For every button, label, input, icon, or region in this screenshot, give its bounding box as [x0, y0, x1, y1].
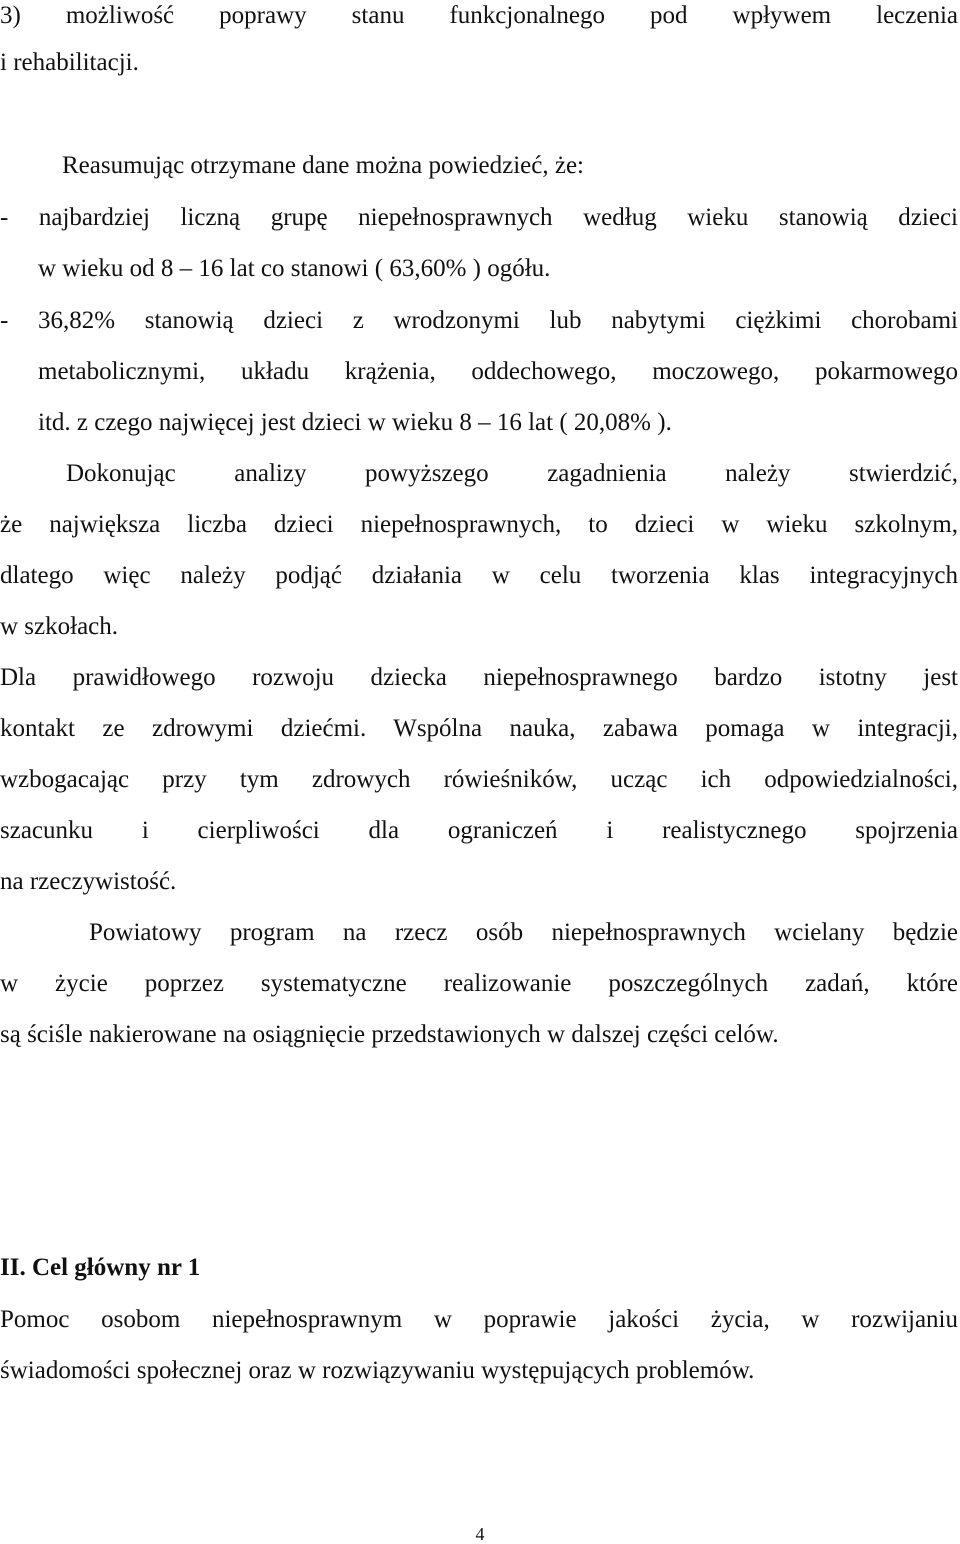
intro-item-line-1: 3) możliwość poprawy stanu funkcjonalnego pod wpływem leczenia	[0, 2, 958, 29]
summary-bullet-1-line-1: - najbardziej liczną grupę niepełnosprawnych według wieku stanowią dzieci	[0, 204, 958, 231]
page-number: 4	[475, 1524, 485, 1544]
summary-bullet-2-line-3: itd. z czego najwięcej jest dzieci w wieku 8 – 16 lat ( 20,08% ).	[38, 409, 672, 436]
goal-text-line-2: świadomości społecznej oraz w rozwiązywaniu występujących problemów.	[0, 1357, 755, 1384]
program-paragraph-line-1: Powiatowy program na rzecz osób niepełnosprawnych wcielany będzie	[89, 919, 958, 946]
goal-text-line-1: Pomoc osobom niepełnosprawnym w poprawie jakości życia, w rozwijaniu	[0, 1306, 958, 1333]
integration-paragraph-line-4: szacunku i cierpliwości dla ograniczeń i realistycznego spojrzenia	[0, 817, 958, 844]
summary-bullet-2-line-1: - 36,82% stanowią dzieci z wrodzonymi lub nabytymi ciężkimi chorobami	[0, 307, 958, 334]
integration-paragraph-line-2: kontakt ze zdrowymi dziećmi. Wspólna nauka, zabawa pomaga w integracji,	[0, 715, 958, 742]
goal-heading: II. Cel główny nr 1	[0, 1254, 201, 1281]
integration-paragraph-line-3: wzbogacając przy tym zdrowych rówieśników, ucząc ich odpowiedzialności,	[0, 766, 958, 793]
summary-bullet-1-line-2: w wieku od 8 – 16 lat co stanowi ( 63,60% ) ogółu.	[38, 255, 551, 282]
integration-paragraph-line-5: na rzeczywistość.	[0, 868, 177, 895]
program-paragraph-line-3: są ściśle nakierowane na osiągnięcie przedstawionych w dalszej części celów.	[0, 1021, 779, 1048]
summary-lead: Reasumując otrzymane dane można powiedzieć, że:	[62, 152, 584, 179]
analysis-paragraph-line-3: dlatego więc należy podjąć działania w celu tworzenia klas integracyjnych	[0, 562, 958, 589]
analysis-paragraph-line-2: że największa liczba dzieci niepełnosprawnych, to dzieci w wieku szkolnym,	[0, 511, 958, 538]
integration-paragraph-line-1: Dla prawidłowego rozwoju dziecka niepełnosprawnego bardzo istotny jest	[0, 664, 958, 691]
analysis-paragraph-line-1: Dokonując analizy powyższego zagadnienia należy stwierdzić,	[66, 460, 958, 487]
program-paragraph-line-2: w życie poprzez systematyczne realizowanie poszczególnych zadań, które	[0, 970, 958, 997]
summary-bullet-2-line-2: metabolicznymi, układu krążenia, oddechowego, moczowego, pokarmowego	[38, 358, 958, 385]
analysis-paragraph-line-4: w szkołach.	[0, 613, 119, 640]
intro-item-line-2: i rehabilitacji.	[0, 49, 139, 76]
